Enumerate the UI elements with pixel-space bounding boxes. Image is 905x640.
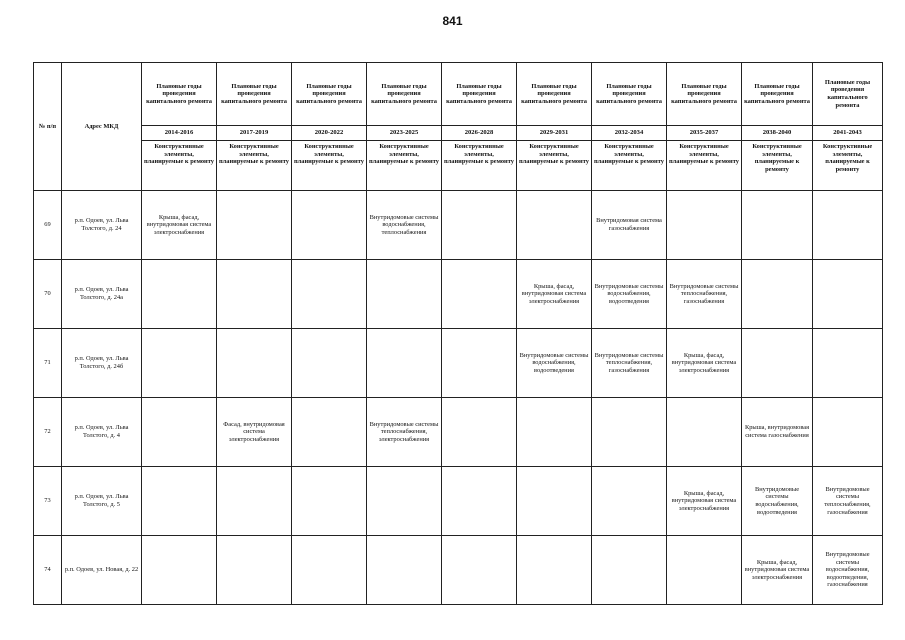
repair-elements-cell xyxy=(592,467,667,536)
period-elements-header: Конструктивные элементы, планируемые к ремонту xyxy=(742,141,813,191)
row-number-cell: 74 xyxy=(34,536,62,605)
repair-elements-cell xyxy=(442,467,517,536)
repair-elements-cell xyxy=(292,536,367,605)
repair-elements-cell xyxy=(217,467,292,536)
repair-elements-cell xyxy=(813,329,883,398)
repair-elements-cell xyxy=(592,536,667,605)
repair-elements-cell: Крыша, фасад, внутридомовая система электроснабжения xyxy=(742,536,813,605)
repair-elements-cell: Крыша, фасад, внутридомовая система электроснабжения xyxy=(142,191,217,260)
repair-elements-cell xyxy=(217,329,292,398)
address-cell: р.п. Одоев, ул. Льва Толстого, д. 24 xyxy=(62,191,142,260)
number-column-header: № п/п xyxy=(34,63,62,191)
repair-elements-cell: Крыша, фасад, внутридомовая система электроснабжения xyxy=(667,467,742,536)
repair-elements-cell xyxy=(292,191,367,260)
repair-elements-cell xyxy=(292,329,367,398)
header-years-row xyxy=(34,126,883,141)
period-elements-header: Конструктивные элементы, планируемые к ремонту xyxy=(517,141,592,191)
period-elements-header: Конструктивные элементы, планируемые к ремонту xyxy=(367,141,442,191)
address-column-header: Адрес МКД xyxy=(62,63,142,191)
repair-elements-cell xyxy=(442,329,517,398)
period-title-header: Плановые годы проведения капитального ремонта xyxy=(517,63,592,126)
repair-elements-cell xyxy=(813,260,883,329)
table-row xyxy=(34,467,883,536)
period-years-header: 2035-2037 xyxy=(667,126,742,141)
repair-elements-cell xyxy=(442,536,517,605)
period-title-header: Плановые годы проведения капитального ремонта xyxy=(142,63,217,126)
repair-elements-cell: Крыша, фасад, внутридомовая система электроснабжения xyxy=(667,329,742,398)
period-title-header: Плановые годы проведения капитального ремонта xyxy=(217,63,292,126)
repair-elements-cell xyxy=(813,191,883,260)
repair-elements-cell xyxy=(217,536,292,605)
period-title-header: Плановые годы проведения капитального ремонта xyxy=(592,63,667,126)
period-elements-header: Конструктивные элементы, планируемые к ремонту xyxy=(217,141,292,191)
repair-elements-cell xyxy=(742,191,813,260)
repair-elements-cell xyxy=(517,398,592,467)
repair-elements-cell xyxy=(292,398,367,467)
repair-elements-cell xyxy=(292,467,367,536)
repair-elements-cell: Фасад, внутридомовая система электроснабжения xyxy=(217,398,292,467)
table-row xyxy=(34,260,883,329)
repair-elements-cell: Крыша, фасад, внутридомовая система электроснабжения xyxy=(517,260,592,329)
period-years-header: 2038-2040 xyxy=(742,126,813,141)
period-title-header: Плановые годы проведения капитального ремонта xyxy=(742,63,813,126)
period-title-header: Плановые годы проведения капитального ремонта xyxy=(292,63,367,126)
repair-elements-cell xyxy=(517,467,592,536)
repair-elements-cell: Внутридомовые системы водоснабжения, водоотведения xyxy=(517,329,592,398)
page-number: 841 xyxy=(442,14,463,28)
row-number-cell: 72 xyxy=(34,398,62,467)
period-years-header: 2014-2016 xyxy=(142,126,217,141)
repair-elements-cell xyxy=(442,191,517,260)
repair-elements-cell: Крыша, внутридомовая система газоснабжения xyxy=(742,398,813,467)
header-elements-row xyxy=(34,141,883,191)
period-years-header: 2020-2022 xyxy=(292,126,367,141)
repair-elements-cell xyxy=(367,260,442,329)
repair-elements-cell xyxy=(217,191,292,260)
repair-elements-cell xyxy=(813,398,883,467)
repair-elements-cell xyxy=(517,536,592,605)
repair-elements-cell xyxy=(667,398,742,467)
address-cell: р.п. Одоев, ул. Льва Толстого, д. 4 xyxy=(62,398,142,467)
period-years-header: 2029-2031 xyxy=(517,126,592,141)
period-title-header: Плановые годы проведения капитального ремонта xyxy=(442,63,517,126)
repair-elements-cell: Внутридомовые системы теплоснабжения, газоснабжения xyxy=(667,260,742,329)
repair-elements-cell xyxy=(217,260,292,329)
repair-elements-cell xyxy=(292,260,367,329)
repair-elements-cell: Внутридомовые системы теплоснабжения, газоснабжения xyxy=(813,467,883,536)
repair-elements-cell xyxy=(142,467,217,536)
period-elements-header: Конструктивные элементы, планируемые к ремонту xyxy=(813,141,883,191)
repair-elements-cell xyxy=(742,329,813,398)
address-cell: р.п. Одоев, ул. Новая, д. 22 xyxy=(62,536,142,605)
repair-elements-cell xyxy=(367,467,442,536)
address-cell: р.п. Одоев, ул. Льва Толстого, д. 24б xyxy=(62,329,142,398)
repair-elements-cell xyxy=(142,536,217,605)
repair-elements-cell xyxy=(142,329,217,398)
repair-elements-cell xyxy=(592,398,667,467)
repair-elements-cell: Внутридомовые системы теплоснабжения, газоснабжения xyxy=(592,329,667,398)
period-years-header: 2017-2019 xyxy=(217,126,292,141)
period-title-header: Плановые годы проведения капитального ремонта xyxy=(667,63,742,126)
period-years-header: 2032-2034 xyxy=(592,126,667,141)
row-number-cell: 73 xyxy=(34,467,62,536)
repair-elements-cell xyxy=(742,260,813,329)
period-title-header: Плановые годы проведения капитального ремонта xyxy=(813,63,883,126)
repair-elements-cell xyxy=(442,260,517,329)
repair-elements-cell xyxy=(142,398,217,467)
repair-elements-cell: Внутридомовые системы водоснабжения, водоотведения, газоснабжения xyxy=(813,536,883,605)
repair-elements-cell: Внутридомовая система газоснабжения xyxy=(592,191,667,260)
table-row xyxy=(34,536,883,605)
row-number-cell: 70 xyxy=(34,260,62,329)
repair-elements-cell: Внутридомовые системы водоснабжения, водоотведения xyxy=(742,467,813,536)
period-years-header: 2041-2043 xyxy=(813,126,883,141)
capital-repair-table xyxy=(33,62,883,605)
repair-elements-cell xyxy=(667,536,742,605)
period-elements-header: Конструктивные элементы, планируемые к ремонту xyxy=(292,141,367,191)
table-row xyxy=(34,398,883,467)
address-cell: р.п. Одоев, ул. Льва Толстого, д. 24а xyxy=(62,260,142,329)
address-cell: р.п. Одоев, ул. Льва Толстого, д. 5 xyxy=(62,467,142,536)
period-elements-header: Конструктивные элементы, планируемые к ремонту xyxy=(442,141,517,191)
repair-elements-cell xyxy=(442,398,517,467)
period-years-header: 2023-2025 xyxy=(367,126,442,141)
row-number-cell: 69 xyxy=(34,191,62,260)
repair-elements-cell: Внутридомовые системы водоснабжения, водоотведения xyxy=(592,260,667,329)
period-elements-header: Конструктивные элементы, планируемые к ремонту xyxy=(667,141,742,191)
period-elements-header: Конструктивные элементы, планируемые к ремонту xyxy=(142,141,217,191)
repair-elements-cell xyxy=(667,191,742,260)
header-period-row xyxy=(34,63,883,126)
period-elements-header: Конструктивные элементы, планируемые к ремонту xyxy=(592,141,667,191)
repair-elements-cell: Внутридомовые системы теплоснабжения, электроснабжения xyxy=(367,398,442,467)
repair-elements-cell xyxy=(367,329,442,398)
table-row xyxy=(34,329,883,398)
repair-elements-cell: Внутридомовые системы водоснабжения, теплоснабжения xyxy=(367,191,442,260)
period-title-header: Плановые годы проведения капитального ремонта xyxy=(367,63,442,126)
period-years-header: 2026-2028 xyxy=(442,126,517,141)
row-number-cell: 71 xyxy=(34,329,62,398)
repair-elements-cell xyxy=(517,191,592,260)
repair-elements-cell xyxy=(142,260,217,329)
table-row xyxy=(34,191,883,260)
repair-elements-cell xyxy=(367,536,442,605)
